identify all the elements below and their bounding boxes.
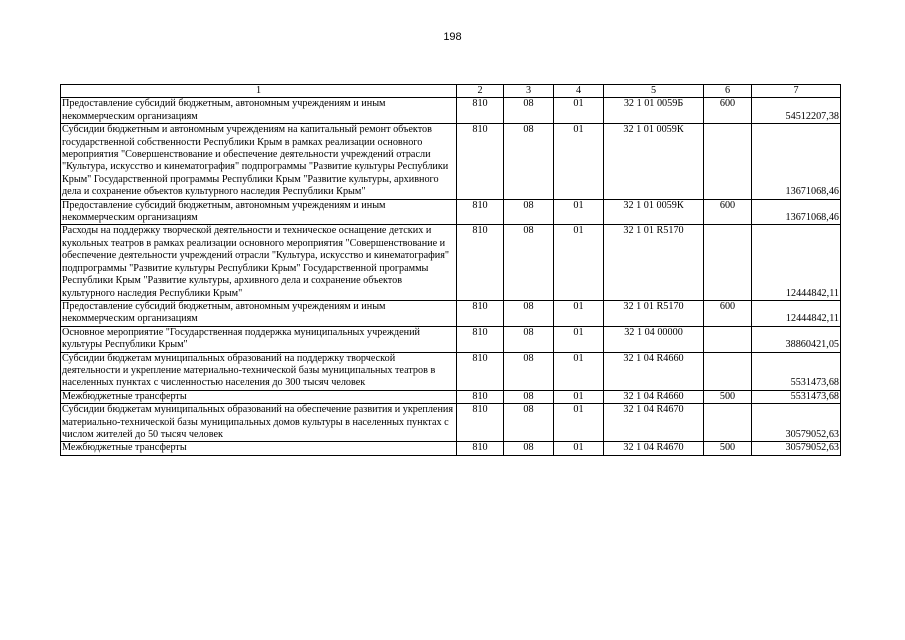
header-row: [61, 85, 841, 98]
subsection-code-cell: 01: [554, 404, 604, 442]
item-name-cell: Межбюджетные трансферты: [61, 390, 457, 403]
amount-cell: 30579052,63: [752, 404, 841, 442]
table-row: [61, 442, 841, 455]
section-code-cell: 08: [504, 326, 554, 352]
section-code-cell: 08: [504, 442, 554, 455]
target-article-cell: 32 1 01 0059К: [604, 124, 704, 199]
expense-type-cell: [704, 225, 752, 300]
item-name-cell: Предоставление субсидий бюджетным, автономным учреждениям и иным некоммерческим организациям: [61, 199, 457, 225]
item-name-cell: Расходы на поддержку творческой деятельности и техническое оснащение детских и кукольных театров в рамках реализации основного мероприятия "Совершенствование и обеспечение деятельности учреждений отрасли "Культура, искусство и кинематография" подпрограммы "Развитие культуры Республики Крым" Государственной программы Республики Крым "Развитие культуры, архивного дела и сохранение объектов культурного наследия Республики Крым": [61, 225, 457, 300]
target-article-cell: 32 1 04 R4670: [604, 442, 704, 455]
expense-type-cell: 600: [704, 300, 752, 326]
ministry-code-cell: 810: [457, 300, 504, 326]
item-name-cell: Предоставление субсидий бюджетным, автономным учреждениям и иным некоммерческим организациям: [61, 98, 457, 124]
table-row: [61, 300, 841, 326]
ministry-code-cell: 810: [457, 442, 504, 455]
target-article-cell: 32 1 04 R4660: [604, 390, 704, 403]
target-article-cell: 32 1 04 R4670: [604, 404, 704, 442]
expense-type-cell: 600: [704, 199, 752, 225]
target-article-cell: 32 1 01 R5170: [604, 300, 704, 326]
target-article-cell: 32 1 04 R4660: [604, 352, 704, 390]
header-cell: 1: [61, 85, 457, 98]
expense-type-cell: [704, 352, 752, 390]
subsection-code-cell: 01: [554, 326, 604, 352]
ministry-code-cell: 810: [457, 404, 504, 442]
table-row: [61, 199, 841, 225]
target-article-cell: 32 1 01 0059К: [604, 199, 704, 225]
table-row: [61, 225, 841, 300]
table-row: [61, 98, 841, 124]
item-name-cell: Межбюджетные трансферты: [61, 442, 457, 455]
header-cell: 2: [457, 85, 504, 98]
section-code-cell: 08: [504, 98, 554, 124]
ministry-code-cell: 810: [457, 199, 504, 225]
subsection-code-cell: 01: [554, 124, 604, 199]
header-cell: 5: [604, 85, 704, 98]
target-article-cell: 32 1 01 0059Б: [604, 98, 704, 124]
item-name-cell: Субсидии бюджетам муниципальных образований на поддержку творческой деятельности и укрепление материально-технической базы муниципальных театров в населенных пунктах с численностью населения до 300 тысяч человек: [61, 352, 457, 390]
section-code-cell: 08: [504, 300, 554, 326]
amount-cell: 30579052,63: [752, 442, 841, 455]
amount-cell: 38860421,05: [752, 326, 841, 352]
header-cell: 7: [752, 85, 841, 98]
expense-type-cell: 500: [704, 390, 752, 403]
subsection-code-cell: 01: [554, 225, 604, 300]
expense-type-cell: 600: [704, 98, 752, 124]
subsection-code-cell: 01: [554, 300, 604, 326]
item-name-cell: Основное мероприятие "Государственная поддержка муниципальных учреждений культуры Республики Крым": [61, 326, 457, 352]
table-row: [61, 404, 841, 442]
expense-type-cell: [704, 326, 752, 352]
ministry-code-cell: 810: [457, 352, 504, 390]
table-row: [61, 326, 841, 352]
ministry-code-cell: 810: [457, 390, 504, 403]
ministry-code-cell: 810: [457, 326, 504, 352]
section-code-cell: 08: [504, 404, 554, 442]
amount-cell: 54512207,38: [752, 98, 841, 124]
subsection-code-cell: 01: [554, 442, 604, 455]
header-cell: 4: [554, 85, 604, 98]
subsection-code-cell: 01: [554, 390, 604, 403]
table-row: [61, 124, 841, 199]
amount-cell: 5531473,68: [752, 390, 841, 403]
amount-cell: 5531473,68: [752, 352, 841, 390]
expense-type-cell: [704, 404, 752, 442]
budget-table: [60, 84, 841, 456]
section-code-cell: 08: [504, 225, 554, 300]
section-code-cell: 08: [504, 352, 554, 390]
subsection-code-cell: 01: [554, 352, 604, 390]
target-article-cell: 32 1 01 R5170: [604, 225, 704, 300]
ministry-code-cell: 810: [457, 98, 504, 124]
header-cell: 6: [704, 85, 752, 98]
item-name-cell: Субсидии бюджетам муниципальных образований на обеспечение развития и укрепления материально-технической базы муниципальных домов культуры в населенных пунктах с числом жителей до 50 тысяч человек: [61, 404, 457, 442]
amount-cell: 12444842,11: [752, 225, 841, 300]
page-number: 198: [443, 31, 462, 43]
section-code-cell: 08: [504, 124, 554, 199]
amount-cell: 13671068,46: [752, 124, 841, 199]
section-code-cell: 08: [504, 199, 554, 225]
item-name-cell: Субсидии бюджетным и автономным учреждениям на капитальный ремонт объектов государственной собственности Республики Крым в рамках реализации основного мероприятия "Совершенствование и обеспечение деятельности учреждений отрасли "Культура, искусство и кинематография" подпрограммы "Развитие культуры Республики Крым" Государственной программы Республики Крым "Развитие культуры, архивного дела и сохранение объектов культурного наследия Республики Крым": [61, 124, 457, 199]
table-row: [61, 352, 841, 390]
table-row: [61, 390, 841, 403]
expense-type-cell: [704, 124, 752, 199]
amount-cell: 12444842,11: [752, 300, 841, 326]
subsection-code-cell: 01: [554, 199, 604, 225]
target-article-cell: 32 1 04 00000: [604, 326, 704, 352]
amount-cell: 13671068,46: [752, 199, 841, 225]
header-cell: 3: [504, 85, 554, 98]
ministry-code-cell: 810: [457, 225, 504, 300]
subsection-code-cell: 01: [554, 98, 604, 124]
section-code-cell: 08: [504, 390, 554, 403]
item-name-cell: Предоставление субсидий бюджетным, автономным учреждениям и иным некоммерческим организациям: [61, 300, 457, 326]
expense-type-cell: 500: [704, 442, 752, 455]
ministry-code-cell: 810: [457, 124, 504, 199]
